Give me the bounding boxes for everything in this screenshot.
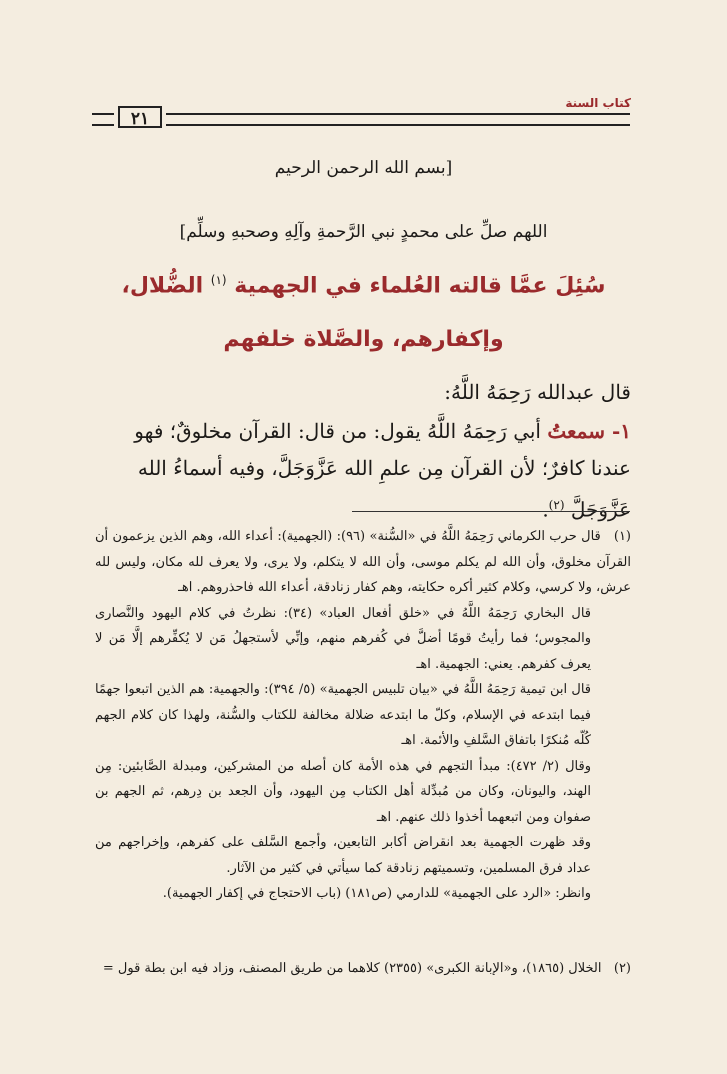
page-number: ٢١	[118, 106, 162, 128]
heading-text-a: سُئِلَ عمَّا قالته العُلماء في الجهمية	[234, 273, 606, 299]
footnote-2	[95, 956, 631, 982]
footnote-paragraph	[95, 524, 631, 601]
narration-lead: سمعتُ	[547, 419, 612, 443]
running-book-title: كتاب السنة	[565, 96, 631, 110]
footnote-1	[95, 524, 631, 907]
narration-end: .	[542, 497, 549, 522]
footnote-separator	[352, 511, 630, 512]
chapter-heading-line-2: وإكفارهم، والصَّلاة خلفهم	[223, 327, 504, 352]
salawat-line: اللهم صلِّ على محمدٍ نبي الرَّحمةِ وآلِهِ وصحبهِ وسلِّم]	[179, 222, 548, 242]
footnote-text: قال حرب الكرماني رَحِمَهُ اللَّهُ في «السُّنة» (٩٦): (الجهمية): أعداء الله، وهم الذين يزعمون أن القرآن مخلوق، وأن الله لم يكلم موسى، وأن الله لا يتكلم، ولا يرى، ولا يعرف لله مكان، وليس لله عرش، ولا كرسي، وكلام كثير أكره حكايته، وهم كفار زنادقة، أعداء الله فاحذروهم. اهـ	[95, 529, 631, 595]
narrator-line: قال عبدالله رَحِمَهُ اللَّهُ:	[444, 380, 631, 404]
footnote-paragraph	[95, 956, 631, 982]
header-rule-right	[166, 113, 630, 126]
footnote-paragraph: وقال (٢/ ٤٧٢): مبدأ التجهم في هذه الأمة كان أصله من المشركين، ومبدلة الصَّابئين: مِن الهند، واليونان، وكان من مُبدِّلة أهل الكتاب مِن اليهود، وأن الجعد بن دِرهم، ثم الجهم بن صفوان ومن اتبعهما أخذوا ذلك عنهم. اهـ	[95, 758, 592, 825]
chapter-heading-line-1	[0, 273, 727, 298]
footnote-paragraph: قال البخاري رَحِمَهُ اللَّهُ في «خلق أفعال العباد» (٣٤): نظرتُ في كلام اليهود والنَّصارى والمجوس؛ فما رأيتُ قومًا أضلَّ في كُفرهم منهم، وإنِّي لأستجهلُ مَن لا يُكفِّرهم إلَّا مَن لا يعرف كفرهم. يعني: الجهمية. اهـ	[95, 605, 592, 672]
footnote-paragraph: قال ابن تيمية رَحِمَهُ اللَّهُ في «بيان تلبيس الجهمية» (٥/ ٣٩٤): والجهمية: هم الذين اتبعوا جهمًا فيما ابتدعه في الإسلام، وكلّ ما ابتدعه ضلالة مخالفة للكتاب والسُّنة، ولهذا كان كلام الجهم كُلّه مُنكرًا باتفاق السَّلفِ والأئمة. اهـ	[95, 682, 592, 748]
footnote-number: (٢)	[613, 961, 631, 976]
footnote-ref-2: (٢)	[548, 498, 565, 512]
header-rule-left	[92, 113, 114, 126]
footnote-text: الخلال (١٨٦٥)، و«الإبانة الكبرى» (٢٣٥٥) كلاهما من طريق المصنف، وزاد فيه ابن بطة قول =	[102, 961, 602, 976]
footnote-number: (١)	[613, 529, 631, 544]
narration-number: ١-	[611, 419, 631, 443]
basmala-line: [بسم الله الرحمن الرحيم	[274, 158, 453, 178]
heading-text-b: الضُّلال،	[121, 273, 211, 299]
footnote-paragraph: وقد ظهرت الجهمية بعد انقراض أكابر التابعين، وأجمع السَّلف على كفرهم، وإخراجهم من عداد فرق المسلمين، وتسميتهم زنادقة كما سيأتي في كثير من الآثار.	[95, 835, 591, 876]
footnote-paragraph: وانظر: «الرد على الجهمية» للدارمي (ص١٨١) (باب الاحتجاج في إكفار الجهمية).	[162, 886, 591, 901]
narration-text: أبي رَحِمَهُ اللَّهُ يقول: من قال: القرآن مخلوقٌ؛ فهو عندنا كافرٌ؛ لأن القرآن مِن علمِ الله عَزَّوَجَلَّ، وفيه أسماءُ الله عَزَّوَجَلَّ	[134, 419, 631, 522]
footnote-ref-1: (١)	[210, 273, 227, 287]
